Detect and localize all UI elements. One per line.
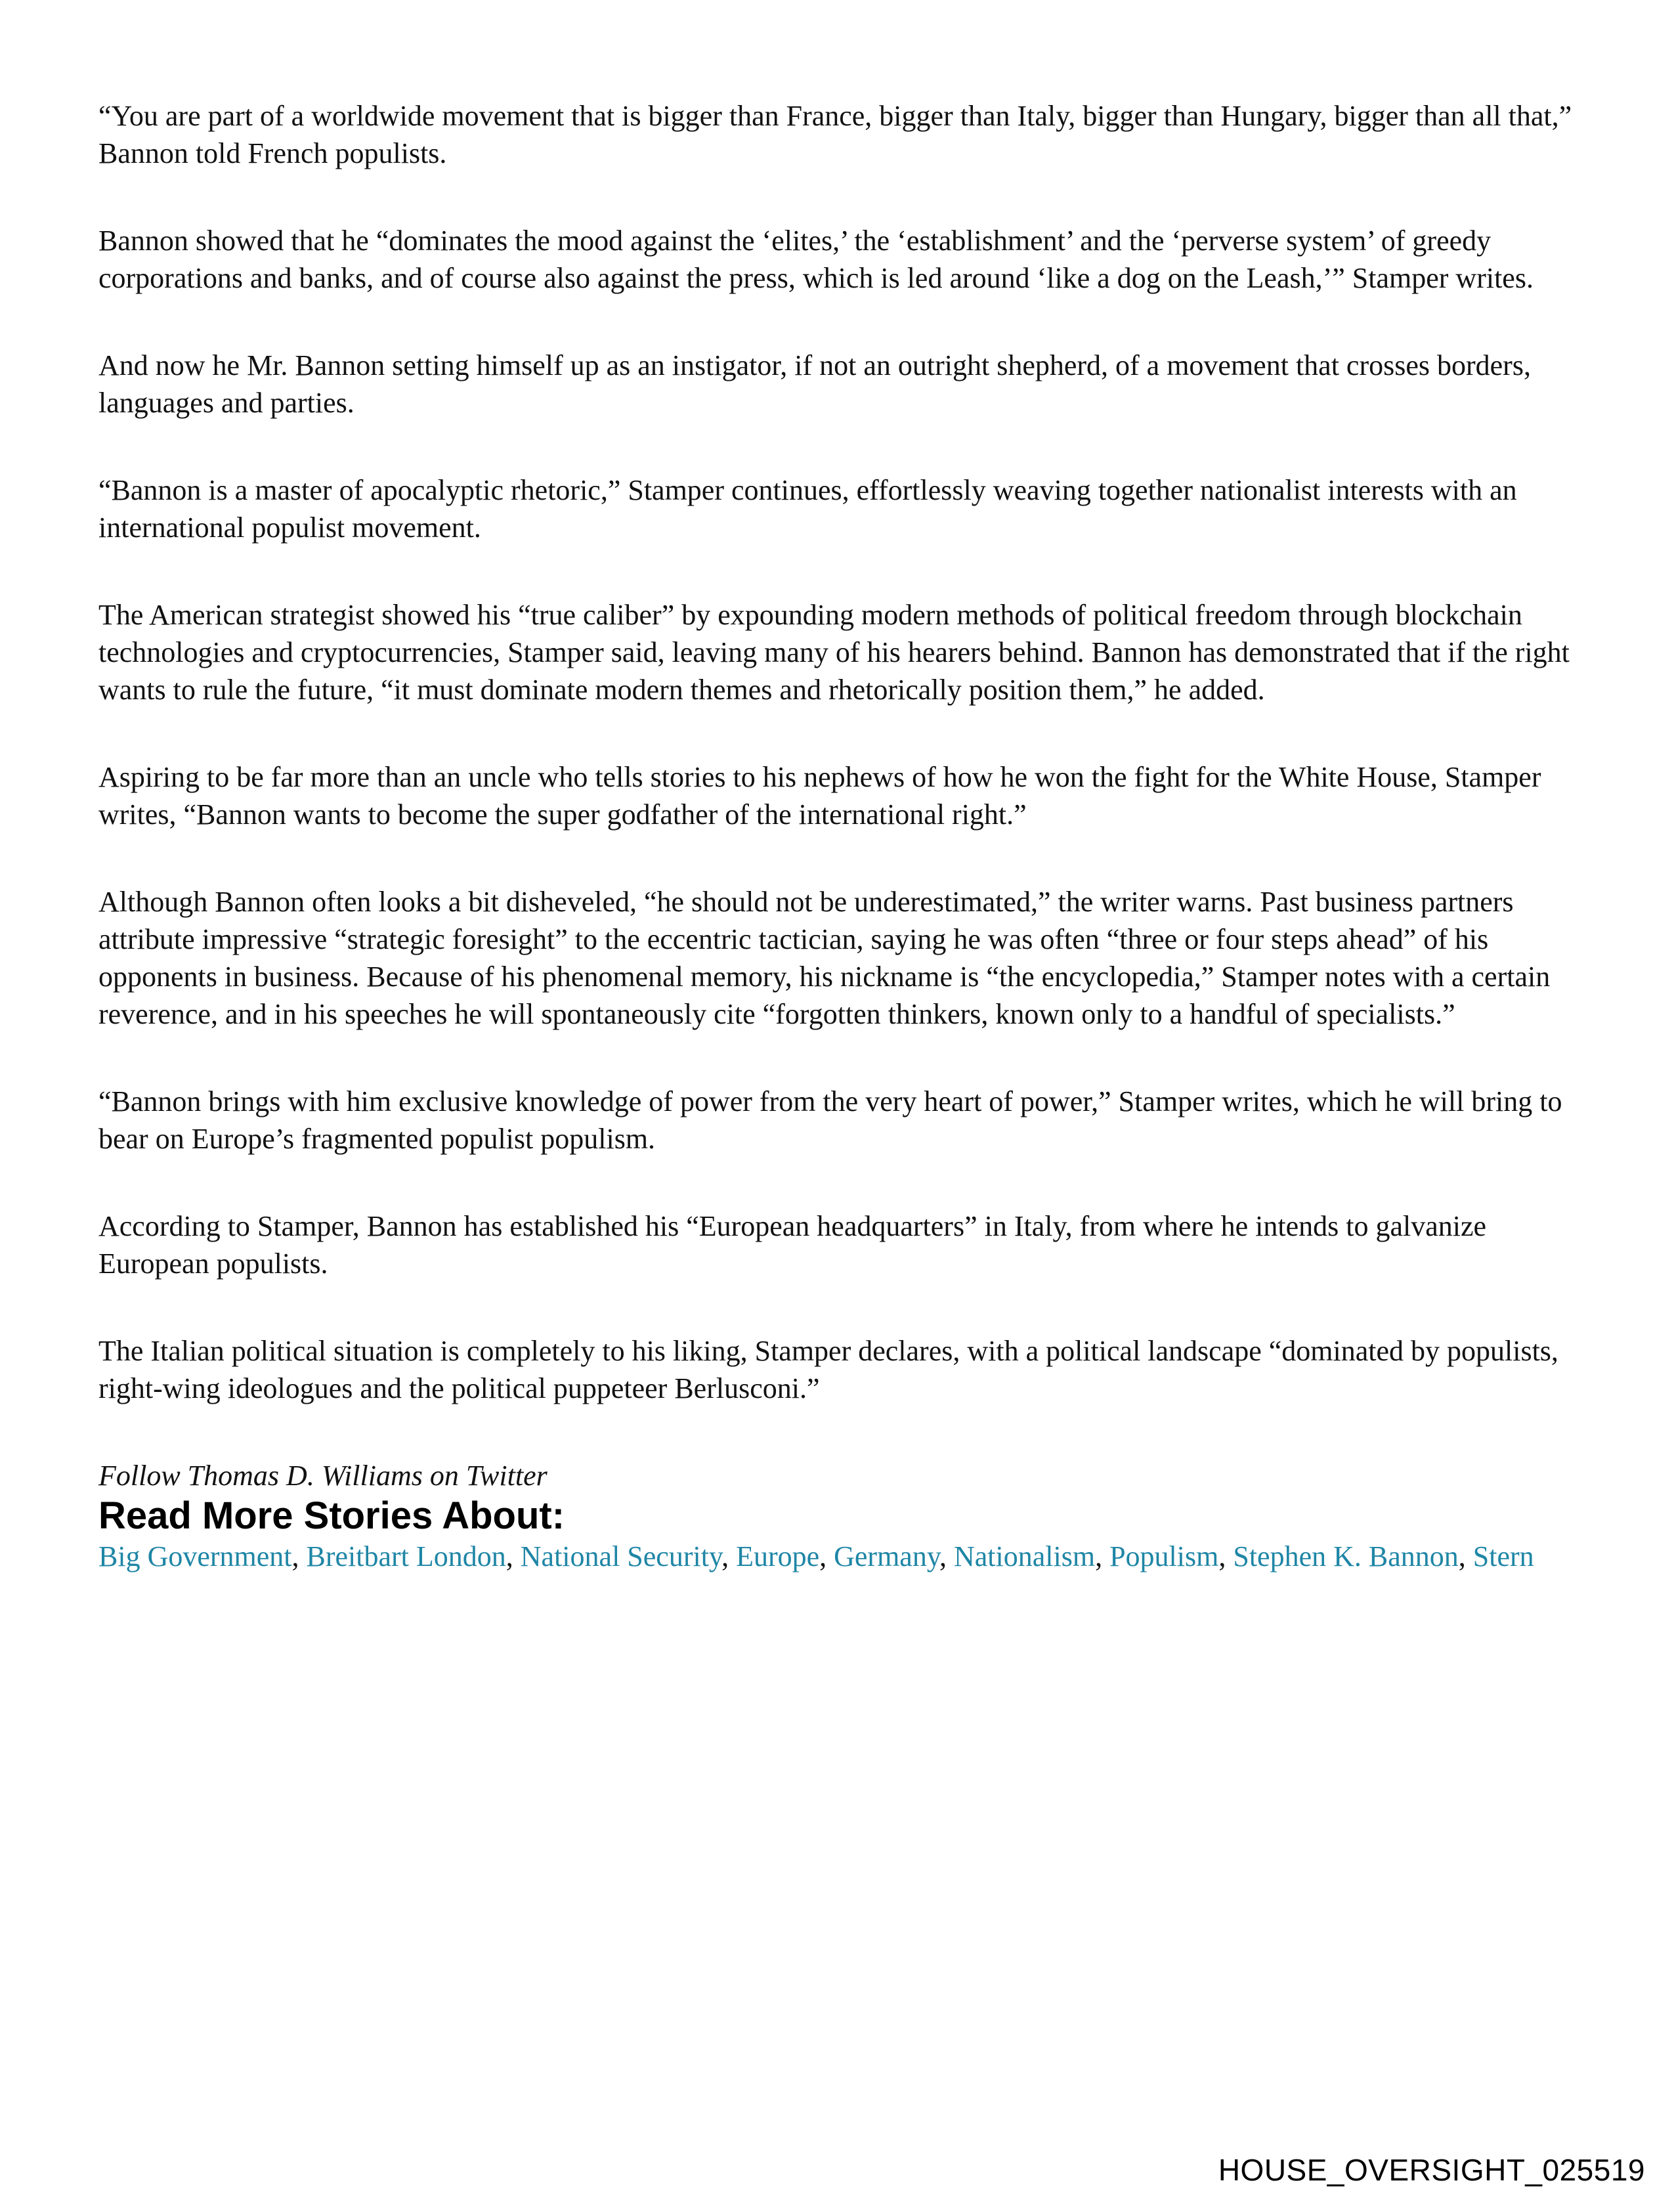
tag-list [98,1538,1576,1575]
tag-separator: , [291,1540,307,1572]
tag-separator: , [1095,1540,1110,1572]
tag-separator: , [819,1540,834,1572]
tag-link-national-security[interactable]: National Security [520,1540,722,1572]
paragraph: And now he Mr. Bannon setting himself up as an instigator, if not an outright shepherd, of a movement that crosses borders, languages and parties. [98,349,1531,419]
paragraph: According to Stamper, Bannon has established his “European headquarters” in Italy, from where he intends to galvanize European populists. [98,1210,1487,1280]
tag-link-stephen-k-bannon[interactable]: Stephen K. Bannon [1233,1540,1459,1572]
tag-link-europe[interactable]: Europe [736,1540,820,1572]
paragraph: Bannon showed that he “dominates the mood against the ‘elites,’ the ‘establishment’ and the ‘perverse system’ of greedy corporations and banks, and of course also against the press, which is led around ‘like a dog on the Leash,’” Stamper writes. [98,225,1534,294]
follow-author-line: Follow Thomas D. Williams on Twitter [98,1460,547,1492]
tag-separator: , [505,1540,521,1572]
article-body [98,97,1576,1575]
tag-link-breitbart-london[interactable]: Breitbart London [306,1540,506,1572]
tag-separator: , [939,1540,954,1572]
document-id-stamp: HOUSE_OVERSIGHT_025519 [1218,2153,1645,2187]
tag-link-stern[interactable]: Stern [1472,1540,1534,1572]
tag-link-germany[interactable]: Germany [834,1540,939,1572]
paragraph: “You are part of a worldwide movement that is bigger than France, bigger than Italy, bigger than Hungary, bigger than all that,” Bannon told French populists. [98,100,1572,169]
paragraph: “Bannon is a master of apocalyptic rhetoric,” Stamper continues, effortlessly weaving together nationalist interests with an international populist movement. [98,474,1517,544]
paragraph: The Italian political situation is completely to his liking, Stamper declares, with a political landscape “dominated by populists, right-wing ideologues and the political puppeteer Berlusconi.” [98,1335,1558,1404]
tag-link-nationalism[interactable]: Nationalism [953,1540,1096,1572]
paragraph: Although Bannon often looks a bit disheveled, “he should not be underestimated,” the writer warns. Past business partners attribute impressive “strategic foresight” to the eccentric tactician, saying he was often “three or four steps ahead” of his opponents in business. Because of his phenomenal memory, his nickname is “the encyclopedia,” Stamper notes with a certain reverence, and in his speeches he will spontaneously cite “forgotten thinkers, known only to a handful of specialists.” [98,886,1551,1030]
read-more-heading: Read More Stories About: [98,1494,565,1537]
tag-separator: , [1218,1540,1234,1572]
tag-separator: , [1458,1540,1473,1572]
tag-separator: , [721,1540,737,1572]
paragraph: The American strategist showed his “true caliber” by expounding modern methods of political freedom through blockchain technologies and cryptocurrencies, Stamper said, leaving many of his hearers behind. Bannon has demonstrated that if the right wants to rule the future, “it must dominate modern themes and rhetorically position them,” he added. [98,599,1570,706]
tag-link-big-government[interactable]: Big Government [98,1540,292,1572]
tag-link-populism[interactable]: Populism [1109,1540,1219,1572]
paragraph: “Bannon brings with him exclusive knowledge of power from the very heart of power,” Stamper writes, which he will bring to bear on Europe’s fragmented populist populism. [98,1085,1562,1155]
paragraph: Aspiring to be far more than an uncle who tells stories to his nephews of how he won the fight for the White House, Stamper writes, “Bannon wants to become the super godfather of the international right.” [98,761,1541,831]
